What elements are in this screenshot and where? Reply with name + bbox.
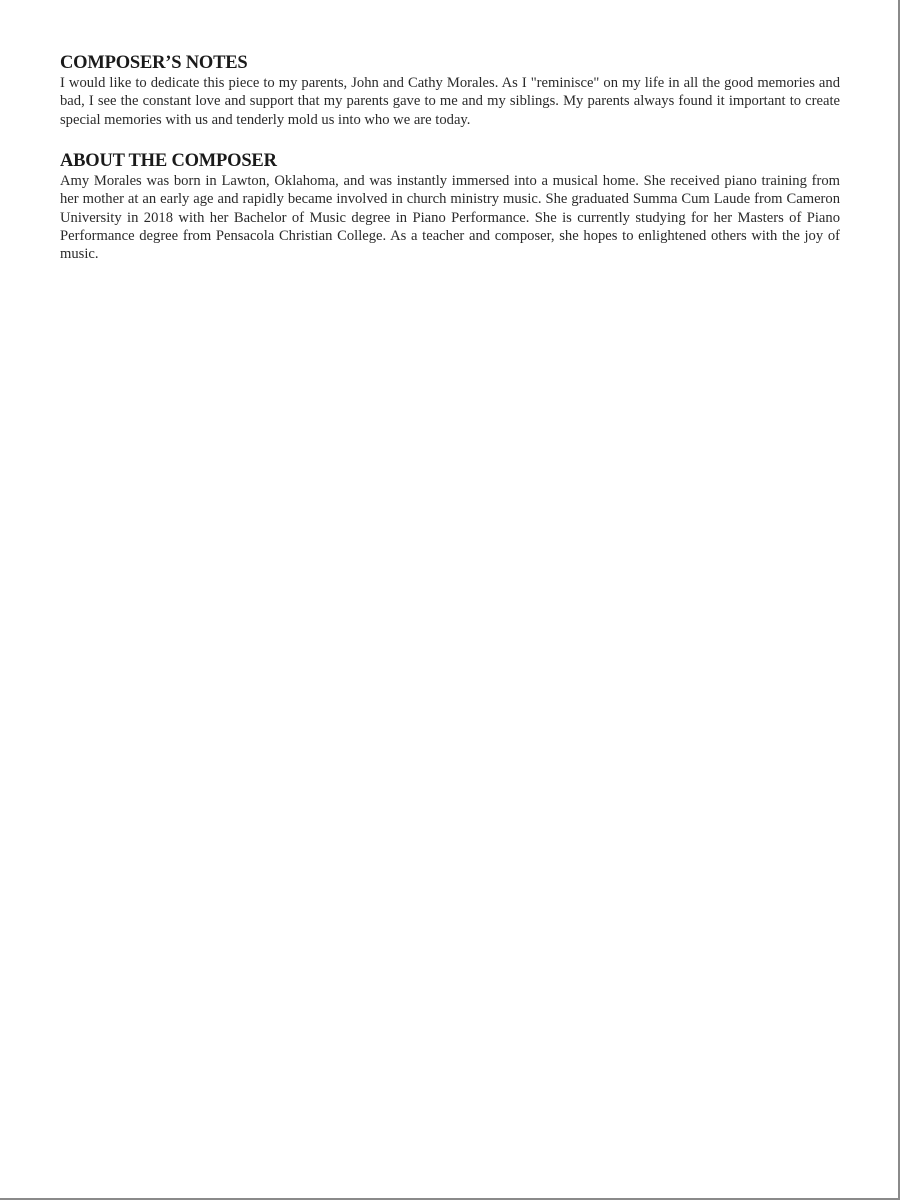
composers-notes-heading: COMPOSER’S NOTES <box>60 53 248 73</box>
about-composer-heading: ABOUT THE COMPOSER <box>60 151 277 171</box>
about-composer-text: Amy Morales was born in Lawton, Oklahoma, and was instantly immersed into a musical home. She received piano training from her mother at an early age and rapidly became involved in church ministry music. She graduated Summa Cum Laude from Cameron University in 2018 with her Bachelor of Music degree in Piano Performance. She is currently studying for her Masters of Piano Performance degree from Pensacola Christian College. As a teacher and composer, she hopes to enlightened others with the joy of music. <box>60 173 840 263</box>
composers-notes-section <box>60 52 840 129</box>
composers-notes-text: I would like to dedicate this piece to my parents, John and Cathy Morales. As I "reminisce" on my life in all the good memories and bad, I see the constant love and support that my parents gave to me and my siblings. My parents always found it important to create special memories with us and tenderly mold us into who we are today. <box>60 75 840 128</box>
about-composer-section <box>60 150 840 263</box>
